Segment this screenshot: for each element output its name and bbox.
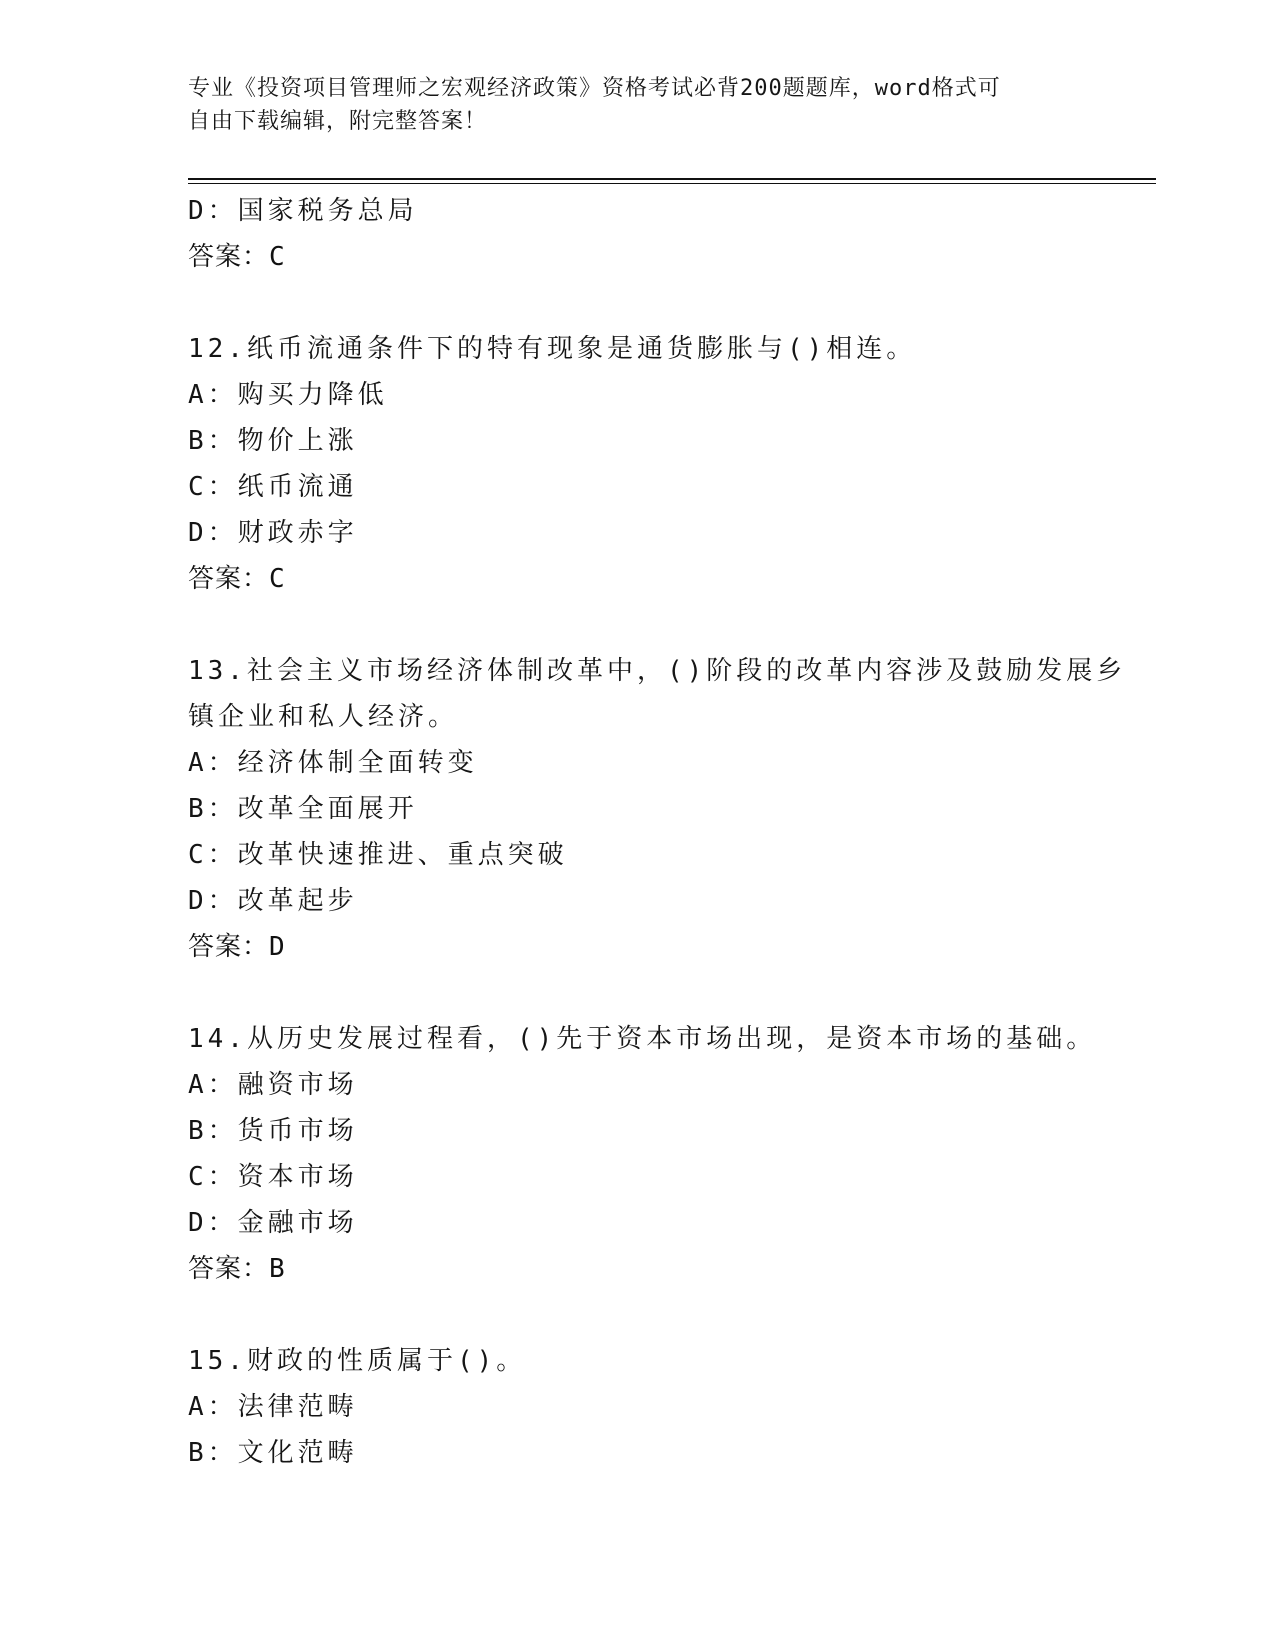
- answer: 答案：B: [188, 1254, 286, 1284]
- option-a: [188, 372, 1088, 418]
- option-text: 改革起步: [237, 886, 358, 916]
- spacer: [188, 280, 1088, 326]
- option-d: [188, 1200, 1088, 1246]
- option-label: D：: [188, 886, 238, 916]
- question-stem: 15.财政的性质属于()。: [188, 1346, 527, 1376]
- option-text: 法律范畴: [237, 1392, 358, 1422]
- option-text: 物价上涨: [237, 426, 358, 456]
- option-label: B：: [188, 426, 238, 456]
- option-c: [188, 832, 1088, 878]
- option-label: A：: [188, 380, 238, 410]
- option-label: D：: [188, 1208, 238, 1238]
- option-d: [188, 188, 1088, 234]
- document-header: [188, 72, 1088, 138]
- option-a: [188, 1384, 1088, 1430]
- option-label: A：: [188, 1070, 238, 1100]
- answer: 答案：C: [188, 242, 286, 272]
- option-text: 改革快速推进、重点突破: [237, 840, 568, 870]
- question-stem-continued: 镇企业和私人经济。: [188, 702, 459, 732]
- option-text: 经济体制全面转变: [237, 748, 478, 778]
- option-text: 融资市场: [237, 1070, 358, 1100]
- option-c: [188, 464, 1088, 510]
- question-13: [188, 648, 1127, 970]
- question-12: [188, 326, 1088, 602]
- option-label: D：: [188, 196, 238, 226]
- option-b: [188, 418, 1088, 464]
- option-text: 国家税务总局: [237, 196, 418, 226]
- question-15: [188, 1338, 1088, 1476]
- option-label: B：: [188, 794, 238, 824]
- option-b: [188, 786, 1088, 832]
- question-14: [188, 1016, 1097, 1292]
- option-label: A：: [188, 748, 238, 778]
- spacer: [188, 1292, 1088, 1338]
- answer: 答案：D: [188, 932, 286, 962]
- question-11-partial: [188, 188, 1088, 280]
- option-label: C：: [188, 472, 238, 502]
- option-label: B：: [188, 1116, 238, 1146]
- option-text: 货币市场: [237, 1116, 358, 1146]
- option-label: A：: [188, 1392, 238, 1422]
- header-line-2: 自由下载编辑，附完整答案！: [188, 109, 488, 134]
- question-stem: 12.纸币流通条件下的特有现象是通货膨胀与()相连。: [188, 334, 917, 364]
- option-a: [188, 740, 1088, 786]
- header-line-1: 专业《投资项目管理师之宏观经济政策》资格考试必背200题题库，word格式可: [188, 76, 1001, 101]
- option-label: D：: [188, 518, 238, 548]
- option-text: 文化范畴: [237, 1438, 358, 1468]
- header-rule-thin: [188, 183, 1156, 184]
- answer: 答案：C: [188, 564, 286, 594]
- option-a: [188, 1062, 1088, 1108]
- question-stem: 14.从历史发展过程看，()先于资本市场出现，是资本市场的基础。: [188, 1024, 1097, 1054]
- option-c: [188, 1154, 1088, 1200]
- option-text: 纸币流通: [237, 472, 358, 502]
- option-label: B：: [188, 1438, 238, 1468]
- option-text: 资本市场: [237, 1162, 358, 1192]
- option-text: 财政赤字: [237, 518, 358, 548]
- option-text: 金融市场: [237, 1208, 358, 1238]
- option-d: [188, 510, 1088, 556]
- option-text: 改革全面展开: [237, 794, 418, 824]
- question-list: [188, 188, 1127, 1476]
- option-text: 购买力降低: [237, 380, 388, 410]
- spacer: [188, 970, 1088, 1016]
- spacer: [188, 602, 1088, 648]
- option-d: [188, 878, 1088, 924]
- option-b: [188, 1108, 1088, 1154]
- option-b: [188, 1430, 1088, 1476]
- header-rule-thick: [188, 178, 1156, 180]
- option-label: C：: [188, 1162, 238, 1192]
- question-stem: 13.社会主义市场经济体制改革中，()阶段的改革内容涉及鼓励发展乡: [188, 656, 1127, 686]
- option-label: C：: [188, 840, 238, 870]
